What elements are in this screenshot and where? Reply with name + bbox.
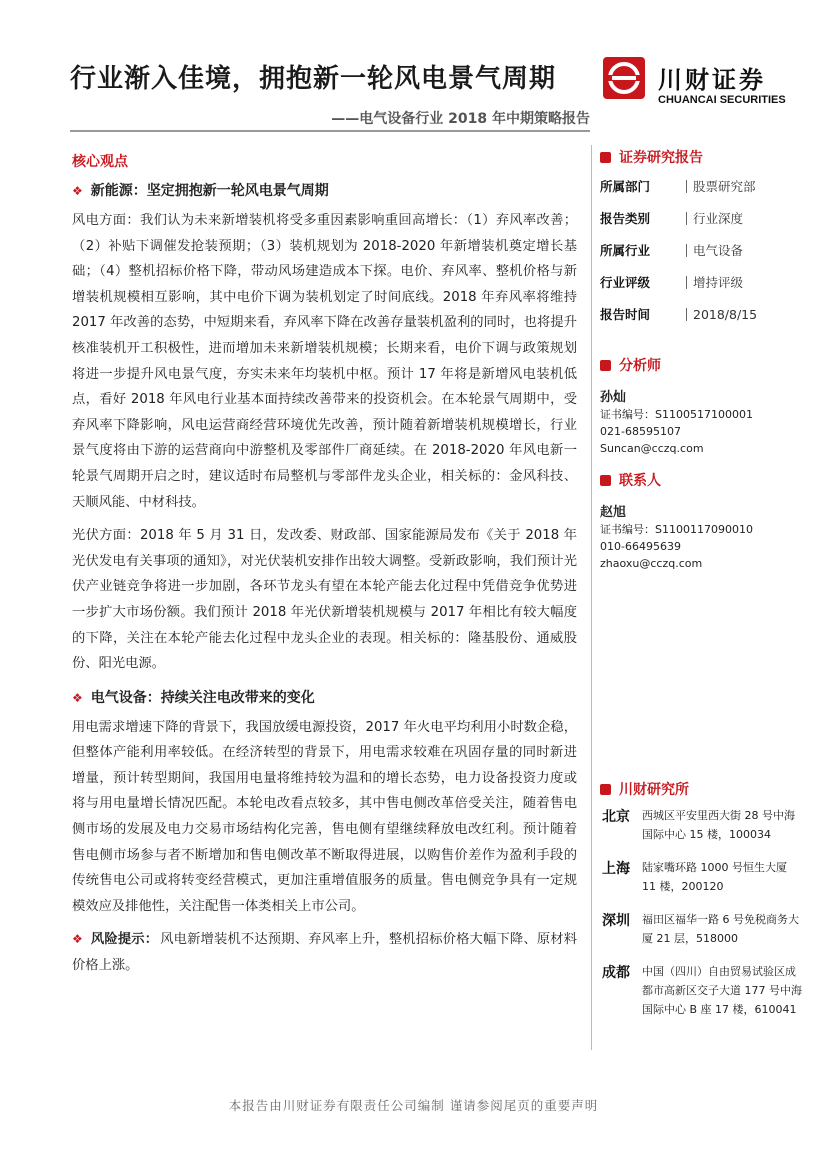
office-city: 深圳 [602, 913, 630, 929]
info-row [600, 208, 800, 240]
office-city: 上海 [602, 861, 630, 877]
info-value: 行业深度 [686, 212, 743, 225]
section-marker-icon [600, 475, 611, 486]
column-divider [591, 145, 592, 1050]
institute-heading: 川财研究所 [600, 778, 800, 802]
section-marker-icon [600, 360, 611, 371]
page-title: 行业渐入佳境，拥抱新一轮风电景气周期 [70, 64, 557, 94]
office-address: 西城区平安里西大街 28 号中海国际中心 15 楼，100034 [642, 809, 795, 841]
brand-name: 川财证券 [658, 65, 766, 94]
title-divider [70, 130, 590, 132]
bullet-title: 电气设备：持续关注电改带来的变化 [90, 689, 315, 706]
paragraph-pv: 光伏方面：2018 年 5 月 31 日，发改委、财政部、国家能源局发布《关于 2018 年光伏发电有关事项的通知》，对光伏装机安排作出较大调整。受新政影响，我们预计光伏产业链竞争将进一步加剧，各环节龙头有望在本轮产能去化过程中凭借竞争优势进一步扩大市场份额。我们预计 2018 年光伏新增装机规模与 2017 年相比有较大幅度的下降，关注在本轮产能去化过程中龙头企业的表现。相关标的：隆基股份、通威股份、阳光电源。 [72, 528, 577, 672]
bullet-heading-new-energy [72, 178, 577, 204]
contact-name: 赵旭 [600, 505, 627, 520]
info-row [600, 240, 800, 272]
brand-logo-icon [603, 57, 645, 99]
brand-name-en: CHUANCAI SECURITIES [658, 94, 786, 106]
paragraph-grid: 用电需求增速下降的背景下，我国放缓电源投资，2017 年火电平均利用小时数企稳，但整体产能利用率较低。在经济转型的背景下，用电需求较难在巩固存量的同时新进增量，预计转型期间，我国用电量将维持较为温和的增长态势，电力设备投资力度或将与用电量增长情况匹配。本轮电改看点较多，其中售电侧改革倍受关注，随着售电侧市场的发展及电力交易市场结构化完善，售电侧有望继续释放电改红利。预计随着售电侧市场参与者不断增加和售电侧改革不断取得进展，以购售价差作为盈利手段的传统售电公司或将转变经营模式，更加注重增值服务的质量。售电侧竞争具有一定规模效应及排他性，关注配售一体类相关上市公司。 [72, 719, 577, 914]
info-key: 报告类别 [600, 211, 651, 226]
diamond-bullet-icon: ❖ [72, 690, 83, 705]
office-beijing [600, 806, 800, 858]
bullet-heading-electrical [72, 685, 577, 711]
diamond-bullet-icon: ❖ [72, 932, 83, 947]
info-key: 所属行业 [600, 243, 651, 258]
office-chengdu [600, 962, 800, 1042]
core-view-label: 核心观点 [72, 154, 128, 170]
office-city: 成都 [602, 965, 630, 981]
analyst-heading: 分析师 [600, 354, 800, 378]
office-address: 中国（四川）自由贸易试验区成都市高新区交子大道 177 号中海国际中心 B 座 17 楼，610041 [642, 965, 802, 1016]
office-city: 北京 [602, 809, 630, 825]
sidebar [600, 146, 800, 1042]
main-content [72, 150, 577, 979]
info-row [600, 304, 800, 336]
info-key: 行业评级 [600, 275, 651, 290]
contact-cert: 证书编号：S1100117090010 [600, 523, 753, 536]
risk-label: 风险提示： [90, 932, 159, 948]
info-row [600, 176, 800, 208]
info-key: 所属部门 [600, 179, 651, 194]
report-type-heading: 证券研究报告 [600, 146, 800, 170]
info-value: 增持评级 [686, 276, 743, 289]
section-marker-icon [600, 784, 611, 795]
risk-warning [72, 927, 577, 978]
paragraph-wind: 风电方面：我们认为未来新增装机将受多重因素影响重回高增长：（1）弃风率改善；（2）补贴下调催发抢装预期；（3）装机规划为 2018-2020 年新增装机奠定增长基础；（4）整机招标价格下降，带动风场建造成本下探。电价、弃风率、整机价格与新增装机规模相互影响，其中电价下调为装机划定了时间底线。2018 年弃风率将维持 2017 年改善的态势，中短期来看，弃风率下降在改善存量装机盈利的同时，也将提升核准装机开工积极性，进而增加未来新增装机规模；长期来看，电价下调与政策规划将进一步提升风电景气度，夯实未来年均装机中枢。预计 17 年将是新增风电装机低点，看好 2018 年风电行业基本面持续改善带来的投资机会。在本轮景气周期中，受弃风率下降影响，风电运营商经营环境优先改善，预计随着新增装机规模增长，行业景气度将由下游的运营商向中游整机及零部件厂商延续。在 2018-2020 年风电新一轮景气周期开启之时，建议适时布局整机与零部件龙头企业，相关标的：金风科技、天顺风能、中材科技。 [72, 213, 577, 510]
office-address: 陆家嘴环路 1000 号恒生大厦 11 楼，200120 [642, 861, 787, 893]
info-row [600, 272, 800, 304]
diamond-bullet-icon: ❖ [72, 184, 83, 198]
page-subtitle: ——电气设备行业 2018 年中期策略报告 [331, 111, 590, 127]
contact-phone: 010-66495639 [600, 540, 681, 553]
footer-disclaimer: 本报告由川财证券有限责任公司编制 谨请参阅尾页的重要声明 [228, 1098, 599, 1113]
contact-email[interactable]: zhaoxu@cczq.com [600, 557, 703, 570]
analyst-name: 孙灿 [600, 390, 627, 405]
info-value: 2018/8/15 [686, 308, 757, 321]
contact-heading: 联系人 [600, 469, 800, 493]
office-shanghai [600, 858, 800, 910]
analyst-phone: 021-68595107 [600, 425, 681, 438]
office-address: 福田区福华一路 6 号免税商务大厦 21 层，518000 [642, 913, 799, 945]
analyst-email[interactable]: Suncan@cczq.com [600, 442, 704, 455]
risk-text: 风电新增装机不达预期、弃风率上升，整机招标价格大幅下降、原材料价格上涨。 [72, 932, 578, 974]
info-value: 股票研究部 [686, 180, 756, 193]
section-marker-icon [600, 152, 611, 163]
bullet-title: 新能源：坚定拥抱新一轮风电景气周期 [90, 183, 329, 199]
info-key: 报告时间 [600, 307, 651, 322]
office-shenzhen [600, 910, 800, 962]
analyst-cert: 证书编号：S1100517100001 [600, 408, 753, 421]
info-value: 电气设备 [686, 244, 743, 257]
